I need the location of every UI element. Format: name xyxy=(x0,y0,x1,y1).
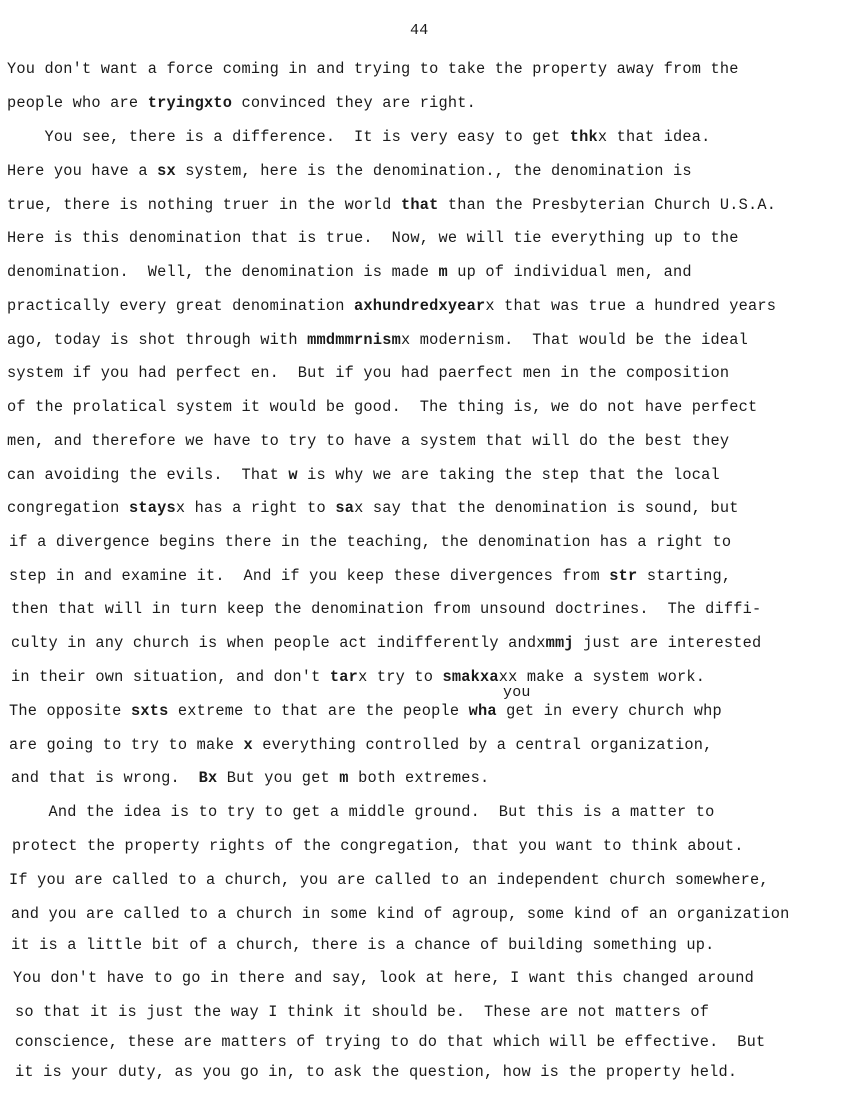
text-line xyxy=(11,634,761,652)
struck-out-text: str xyxy=(609,567,638,585)
text-segment: both extremes. xyxy=(348,769,490,787)
struck-out-text: sxts xyxy=(130,702,169,720)
text-segment: then that will in turn keep the denomination from unsound doctrines. The diffi- xyxy=(11,600,762,618)
text-segment: just are interested xyxy=(573,634,762,652)
struck-out-text: mmj xyxy=(545,634,574,652)
struck-out-text: x xyxy=(243,736,253,754)
interlinear-insertion: you xyxy=(503,684,531,701)
struck-out-text: m xyxy=(438,263,448,281)
text-segment: it is a little bit of a church, there is a chance of building something up. xyxy=(11,936,715,954)
text-line xyxy=(7,499,739,517)
text-segment: get in every church whp xyxy=(496,702,722,720)
text-segment: true, there is nothing truer in the world xyxy=(7,196,401,214)
struck-out-text: Bx xyxy=(198,769,218,787)
struck-out-text: mmdmmrnism xyxy=(307,331,401,349)
text-segment: You don't want a force coming in and trying to take the property away from the xyxy=(7,60,739,78)
text-segment: are going to try to make xyxy=(9,736,244,754)
struck-out-text: axhundredxyear xyxy=(354,297,486,315)
text-line xyxy=(11,936,714,954)
text-segment: xx make a system work. xyxy=(498,668,706,686)
text-line xyxy=(7,162,692,180)
text-segment: of the prolatical system it would be good. The thing is, we do not have perfect xyxy=(7,398,758,416)
struck-out-text: tryingxto xyxy=(147,94,233,112)
text-segment: You don't have to go in there and say, look at here, I want this changed around xyxy=(13,969,754,987)
text-segment: x try to xyxy=(358,668,443,686)
text-line xyxy=(7,94,476,112)
text-segment: than the Presbyterian Church U.S.A. xyxy=(438,196,777,214)
text-line xyxy=(15,1033,765,1051)
text-segment: starting, xyxy=(637,567,732,585)
text-segment: Here you have a xyxy=(7,162,158,180)
text-line xyxy=(9,736,713,754)
text-line xyxy=(15,1063,737,1081)
text-segment: is why we are taking the step that the local xyxy=(297,466,720,484)
text-line xyxy=(15,1003,709,1021)
text-line xyxy=(7,432,729,450)
text-line xyxy=(7,398,757,416)
text-segment: You see, there is a difference. It is very easy to get xyxy=(7,128,570,146)
text-line xyxy=(11,803,714,821)
text-segment: x has a right to xyxy=(175,499,336,517)
text-line xyxy=(7,331,748,349)
text-segment: step in and examine it. And if you keep these divergences from xyxy=(9,567,610,585)
text-segment: congregation xyxy=(7,499,129,517)
struck-out-text: thk xyxy=(569,128,598,146)
text-line xyxy=(11,769,489,787)
page-number: 44 xyxy=(410,22,429,39)
text-segment: The opposite xyxy=(9,702,131,720)
text-line xyxy=(7,263,692,281)
text-segment: everything controlled by a central organization, xyxy=(252,736,713,754)
struck-out-text: wha xyxy=(468,702,497,720)
text-line xyxy=(7,364,729,382)
text-line xyxy=(7,297,776,315)
text-segment: And the idea is to try to get a middle ground. But this is a matter to xyxy=(11,803,715,821)
struck-out-text: m xyxy=(339,769,349,787)
struck-out-text: that xyxy=(400,196,439,214)
text-segment: conscience, these are matters of trying to do that which will be effective. But xyxy=(15,1033,766,1051)
text-segment: culty in any church is when people act indifferently andx xyxy=(11,634,546,652)
text-segment: so that it is just the way I think it should be. These are not matters of xyxy=(15,1003,710,1021)
text-segment: people who are xyxy=(7,94,148,112)
text-line xyxy=(9,533,731,551)
text-segment: extreme to that are the people xyxy=(168,702,469,720)
text-line xyxy=(11,668,705,686)
text-segment: men, and therefore we have to try to have a system that will do the best they xyxy=(7,432,730,450)
text-segment: practically every great denomination xyxy=(7,297,355,315)
text-line xyxy=(11,600,761,618)
text-segment: and you are called to a church in some kind of agroup, some kind of an organization xyxy=(11,905,790,923)
text-segment: system if you had perfect en. But if you had paerfect men in the composition xyxy=(7,364,730,382)
text-segment: But you get xyxy=(217,769,340,787)
text-segment: x that was true a hundred years xyxy=(485,297,777,315)
text-line xyxy=(9,702,722,720)
text-segment: up of individual men, and xyxy=(447,263,692,281)
struck-out-text: sa xyxy=(335,499,355,517)
text-line xyxy=(7,229,739,247)
text-segment: x modernism. That would be the ideal xyxy=(400,331,748,349)
text-segment: if a divergence begins there in the teaching, the denomination has a right to xyxy=(9,533,732,551)
text-line xyxy=(12,837,744,855)
text-line xyxy=(7,466,720,484)
text-segment: Here is this denomination that is true. Now, we will tie everything up to the xyxy=(7,229,739,247)
text-segment: can avoiding the evils. That xyxy=(7,466,289,484)
text-line xyxy=(7,60,739,78)
text-line xyxy=(9,567,731,585)
text-line xyxy=(7,128,710,146)
text-segment: and that is wrong. xyxy=(11,769,199,787)
struck-out-text: tar xyxy=(329,668,359,686)
text-line xyxy=(9,871,769,889)
text-segment: system, here is the denomination., the denomination is xyxy=(175,162,692,180)
text-segment: convinced they are right. xyxy=(232,94,476,112)
text-line xyxy=(13,969,754,987)
text-segment: ago, today is shot through with xyxy=(7,331,308,349)
text-segment: it is your duty, as you go in, to ask the question, how is the property held. xyxy=(15,1063,738,1081)
text-line xyxy=(11,905,790,923)
text-segment: If you are called to a church, you are called to an independent church somewhere, xyxy=(9,871,769,889)
text-segment: denomination. Well, the denomination is made xyxy=(7,263,439,281)
text-segment: protect the property rights of the congregation, that you want to think about. xyxy=(12,837,744,855)
text-line xyxy=(7,196,776,214)
struck-out-text: stays xyxy=(128,499,176,517)
text-segment: in their own situation, and don't xyxy=(11,668,330,686)
struck-out-text: w xyxy=(288,466,298,484)
text-segment: x say that the denomination is sound, but xyxy=(354,499,739,517)
struck-out-text: smakxa xyxy=(442,668,499,686)
struck-out-text: sx xyxy=(157,162,176,180)
text-segment: x that idea. xyxy=(597,128,711,146)
